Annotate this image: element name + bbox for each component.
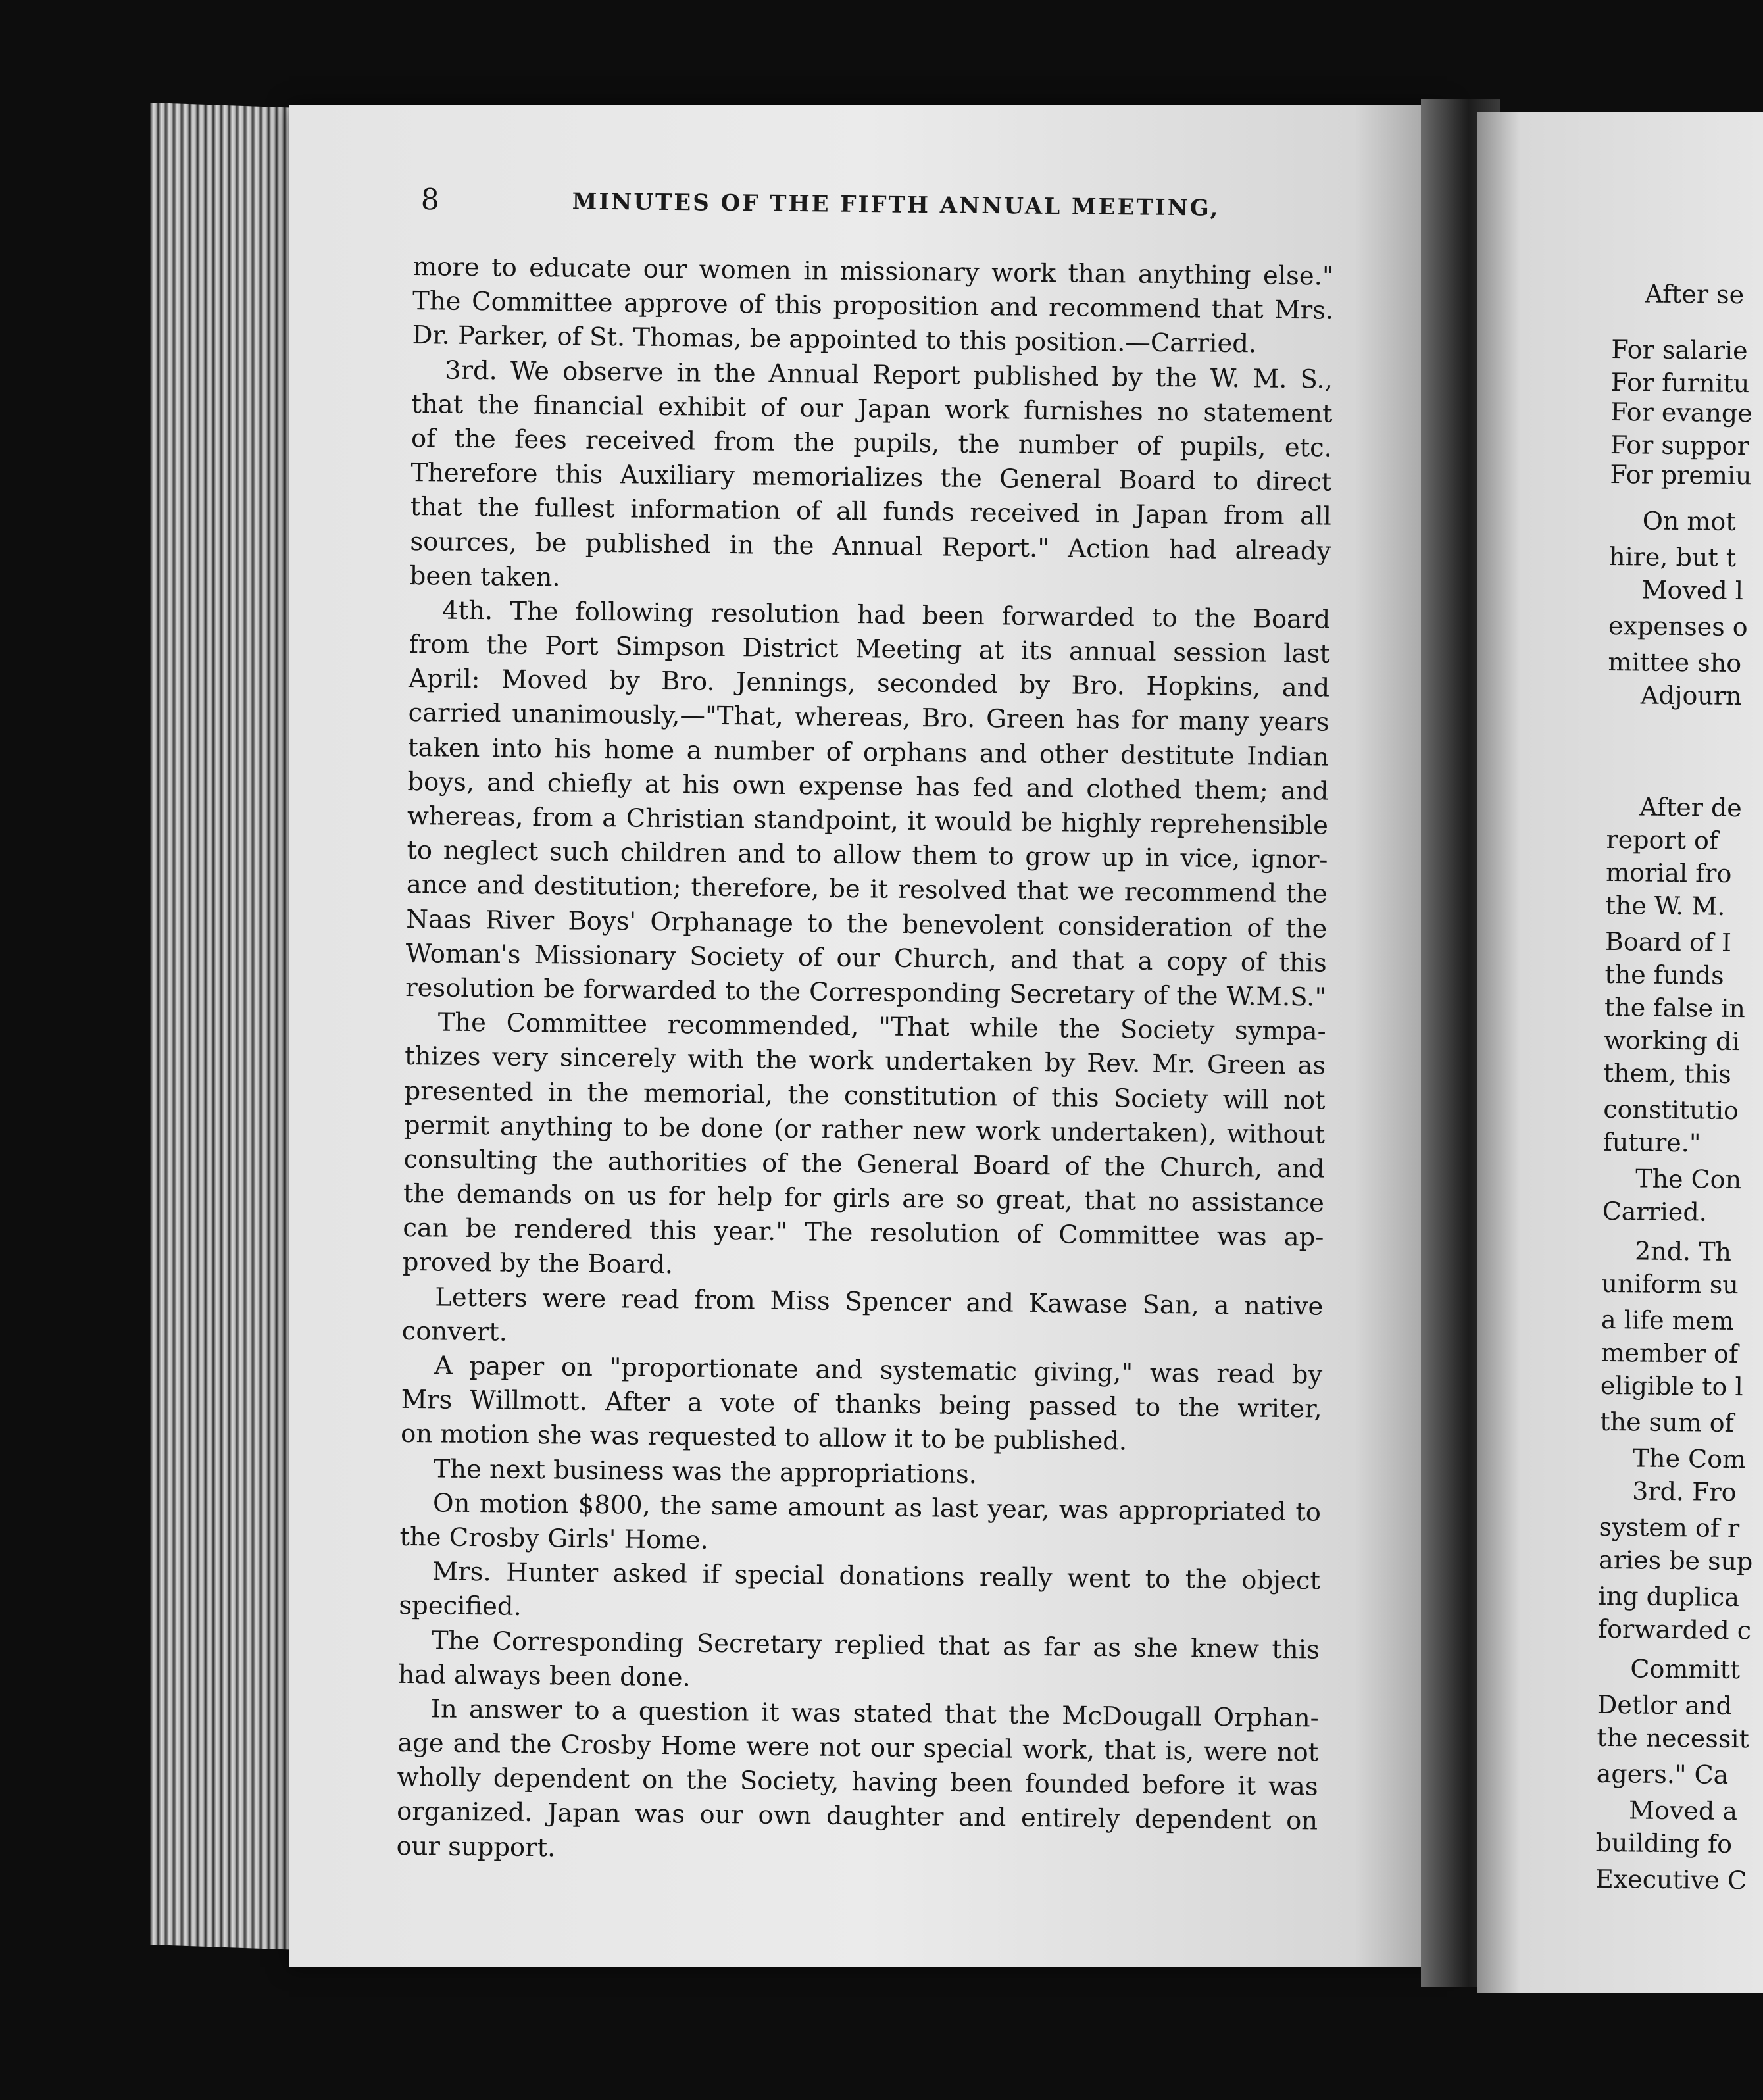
- text-line: 4th. The following resolution had been forwarded to the Board: [442, 595, 1331, 635]
- right-page-line: the sum of: [1600, 1407, 1734, 1438]
- text-line: been taken.: [409, 561, 560, 593]
- right-page-line: uniform su: [1601, 1268, 1739, 1300]
- text-line: sources, be published in the Annual Report." Action had already: [410, 526, 1331, 566]
- text-line: specified.: [399, 1591, 522, 1622]
- right-page-line: Board of I: [1604, 926, 1732, 957]
- right-page-line: 3rd. Fro: [1632, 1476, 1737, 1507]
- right-page-line: Executive C: [1595, 1864, 1747, 1895]
- text-line: Therefore this Auxiliary memorializes the General Board to direct: [410, 458, 1332, 497]
- right-page-line: Moved a: [1628, 1795, 1738, 1826]
- right-page-line: For suppor: [1610, 430, 1750, 461]
- text-line: resolution be forwarded to the Corresponding Secretary of the W.M.S.": [405, 972, 1327, 1013]
- text-line: more to educate our women in missionary work than anything else.": [412, 251, 1334, 291]
- right-page-line: After se: [1645, 279, 1745, 310]
- text-line: that the financial exhibit of our Japan work furnishes no statement: [411, 389, 1333, 429]
- right-page-line: constitutio: [1603, 1094, 1739, 1126]
- right-page-line: Moved l: [1641, 575, 1744, 606]
- body-text: [396, 250, 1334, 1873]
- text-line: that the fullest information of all funds received in Japan from all: [410, 492, 1332, 532]
- text-line: 3rd. We observe in the Annual Report published by the W. M. S.,: [444, 355, 1333, 395]
- right-page-line: the W. M.: [1605, 890, 1726, 921]
- right-page-line: working di: [1604, 1025, 1740, 1057]
- text-line: organized. Japan was our own daughter and entirely dependent on: [396, 1797, 1318, 1836]
- right-page-line: The Com: [1632, 1443, 1747, 1474]
- text-line: whereas, from a Christian standpoint, it would be highly reprehensible: [407, 801, 1329, 841]
- right-page-line: After de: [1639, 792, 1743, 823]
- text-line: In answer to a question it was stated that the McDougall Orphan-: [430, 1694, 1319, 1734]
- right-page-line: ing duplica: [1598, 1581, 1740, 1613]
- text-line: Letters were read from Miss Spencer and Kawase San, a native: [435, 1282, 1324, 1322]
- right-page-line: 2nd. Th: [1634, 1236, 1732, 1266]
- text-line: proved by the Board.: [402, 1247, 674, 1280]
- right-page-line: agers." Ca: [1596, 1759, 1729, 1789]
- text-line: Mrs Willmott. After a vote of thanks being passed to the writer,: [401, 1385, 1322, 1424]
- right-page-line: expenses o: [1608, 611, 1748, 642]
- right-page-line: them, this: [1603, 1058, 1731, 1089]
- right-page-line: morial fro: [1605, 857, 1732, 888]
- right-page-line: Carried.: [1602, 1196, 1708, 1227]
- right-page-line: the necessit: [1597, 1722, 1750, 1754]
- text-line: carried unanimously,—"That, whereas, Bro. Green has for many years: [408, 698, 1329, 738]
- right-page-line: member of: [1601, 1338, 1739, 1369]
- right-page-line: eligible to l: [1600, 1370, 1743, 1402]
- right-page-line: the false in: [1604, 992, 1746, 1024]
- text-line: consulting the authorities of the General Board of the Church, and: [403, 1144, 1325, 1184]
- text-line: The next business was the appropriations.: [433, 1453, 978, 1489]
- right-page-line: For premiu: [1610, 459, 1752, 491]
- text-line: thizes very sincerely with the work undertaken by Rev. Mr. Green as: [404, 1041, 1326, 1081]
- text-line: the Crosby Girls' Home.: [399, 1522, 709, 1555]
- text-line: to neglect such children and to allow them to grow up in vice, ignor-: [407, 836, 1328, 875]
- text-line: Woman's Missionary Society of our Church, and that a copy of this: [405, 938, 1327, 978]
- text-line: convert.: [401, 1316, 508, 1347]
- right-page-line: For salarie: [1611, 334, 1748, 366]
- text-line: Naas River Boys' Orphanage to the benevolent consideration of the: [406, 904, 1328, 944]
- text-line: On motion $800, the same amount as last year, was appropriated to: [432, 1488, 1322, 1528]
- text-line: The Committee recommended, "That while the Society sympa-: [437, 1007, 1326, 1047]
- text-line: A paper on "proportionate and systematic giving," was read by: [434, 1351, 1323, 1390]
- right-page-line: On mot: [1642, 506, 1736, 536]
- text-line: permit anything to be done (or rather new work undertaken), without: [403, 1110, 1326, 1150]
- right-page-line: hire, but t: [1608, 541, 1737, 572]
- right-page-line: Adjourn: [1640, 680, 1742, 711]
- text-line: on motion she was requested to allow it to be published.: [400, 1419, 1128, 1457]
- text-line: Mrs. Hunter asked if special donations really went to the object: [432, 1557, 1321, 1596]
- text-line: of the fees received from the pupils, the number of pupils, etc.: [410, 423, 1333, 463]
- right-page-line: mittee sho: [1608, 647, 1742, 678]
- right-page-line: forwarded c: [1597, 1614, 1752, 1645]
- right-page-line: building fo: [1595, 1828, 1733, 1859]
- text-line: had always been done.: [398, 1659, 691, 1693]
- right-page-text: [1595, 0, 1763, 1895]
- text-line: ance and destitution; therefore, be it resolved that we recommend the: [406, 870, 1328, 909]
- text-line: taken into his home a number of orphans and other destitute Indian: [407, 732, 1329, 772]
- text-line: The Corresponding Secretary replied that as far as she knew this: [431, 1625, 1320, 1665]
- book-page-edges: [150, 103, 301, 1950]
- running-head: MINUTES OF THE FIFTH ANNUAL MEETING,: [572, 188, 1220, 222]
- text-line: Dr. Parker, of St. Thomas, be appointed to this position.—Carried.: [412, 320, 1257, 359]
- right-page-line: For furnitu: [1610, 367, 1750, 399]
- text-line: wholly dependent on the Society, having been founded before it was: [397, 1763, 1318, 1802]
- right-page-line: report of: [1606, 824, 1719, 855]
- right-page-line: the funds: [1604, 959, 1724, 990]
- right-page-line: a life mem: [1601, 1305, 1735, 1336]
- text-line: age and the Crosby Home were not our special work, that is, were not: [397, 1728, 1319, 1768]
- right-page-line: system of r: [1599, 1512, 1740, 1543]
- right-page-line: For evange: [1610, 397, 1752, 428]
- page-number: 8: [420, 183, 439, 217]
- text-line: boys, and chiefly at his own expense has fed and clothed them; and: [407, 766, 1329, 807]
- right-page-line: Committ: [1630, 1654, 1741, 1685]
- text-line: can be rendered this year." The resolution of Committee was ap-: [403, 1213, 1324, 1253]
- text-line: from the Port Simpson District Meeting at its annual session last: [409, 630, 1330, 669]
- text-line: our support.: [396, 1831, 556, 1863]
- text-line: the demands on us for help for girls are so great, that no assistance: [403, 1178, 1325, 1218]
- text-line: presented in the memorial, the constitution of this Society will not: [404, 1076, 1326, 1116]
- right-page-line: future.": [1602, 1127, 1701, 1158]
- right-page-line: aries be sup: [1598, 1545, 1753, 1576]
- right-page-line: Detlor and: [1597, 1689, 1733, 1721]
- right-page-line: The Con: [1635, 1164, 1742, 1195]
- text-line: April: Moved by Bro. Jennings, seconded by Bro. Hopkins, and: [408, 664, 1330, 703]
- text-line: The Committee approve of this proposition and recommend that Mrs.: [412, 286, 1334, 326]
